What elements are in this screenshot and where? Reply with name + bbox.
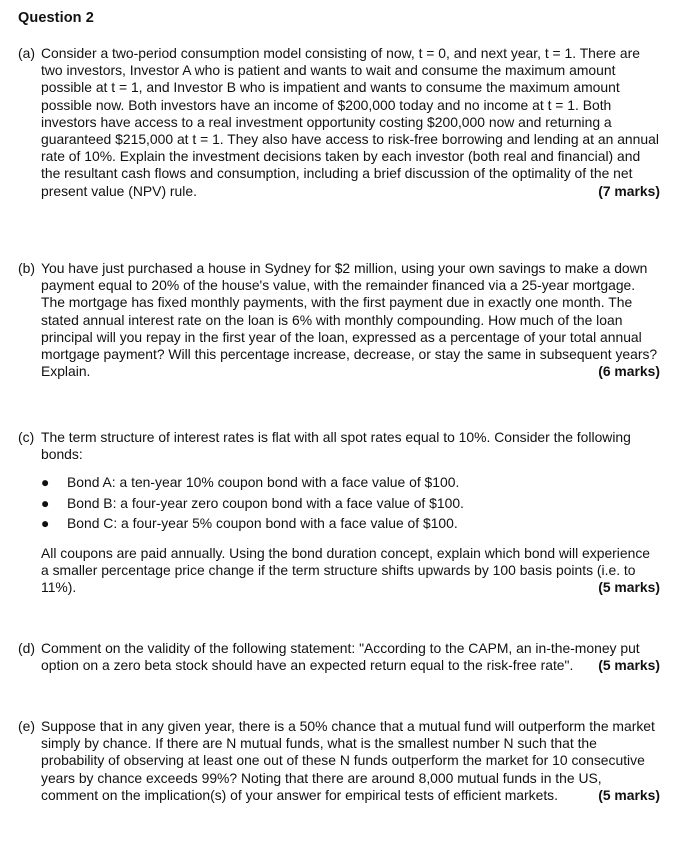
part-marks: (7 marks)	[598, 182, 660, 199]
bond-list	[41, 474, 660, 532]
question-part-d	[18, 640, 660, 674]
part-text: The term structure of interest rates is flat with all spot rates equal to 10%. Consider the following bonds:	[41, 429, 631, 463]
part-label: (e)	[18, 718, 35, 734]
list-item	[41, 515, 660, 532]
bullet-icon: ●	[41, 514, 50, 531]
part-text: Comment on the validity of the following statement: "According to the CAPM, an in-the-money put option on a zero beta stock should have an expected return equal to the risk-free rate".	[41, 640, 640, 674]
question-part-e	[18, 718, 660, 804]
bullet-icon: ●	[41, 494, 50, 511]
part-marks: (5 marks)	[598, 657, 660, 674]
part-marks: (5 marks)	[598, 579, 660, 596]
part-text: Consider a two-period consumption model consisting of now, t = 0, and next year, t = 1. There are two investors, Investor A who is patient and wants to wait and consume the maximum amount possible at t = 1, and Investor B who is impatient and wants to consume the maximum amount possible now. Both investors have an income of $200,000 today and no income at t = 1. Both investors have access to a real investment opportunity costing $200,000 now and returning a guaranteed $215,000 at t = 1. They also have access to risk-free borrowing and lending at an annual rate of 10%. Explain the investment decisions taken by each investor (both real and financial) and the resultant cash flows and consumption, including a brief discussion of the optimality of the net present value (NPV) rule.	[41, 45, 659, 199]
part-label: (a)	[18, 45, 35, 61]
part-marks: (5 marks)	[598, 786, 660, 803]
part-marks: (6 marks)	[598, 363, 660, 380]
bond-text: Bond C: a four-year 5% coupon bond with a face value of $100.	[67, 514, 458, 531]
list-item	[41, 495, 660, 512]
bond-text: Bond B: a four-year zero coupon bond with a face value of $100.	[67, 494, 464, 511]
question-part-b	[18, 260, 660, 380]
bullet-icon: ●	[41, 474, 50, 491]
part-label: (b)	[18, 260, 35, 276]
bond-text: Bond A: a ten-year 10% coupon bond with a face value of $100.	[67, 474, 460, 491]
question-part-c	[18, 429, 660, 597]
list-item	[41, 474, 660, 491]
part-text-continued: All coupons are paid annually. Using the bond duration concept, explain which bond will experience a smaller percentage price change if the term structure shifts upwards by 100 basis points (i.e. to 11%).	[41, 545, 651, 596]
part-text: You have just purchased a house in Sydney for $2 million, using your own savings to make a down payment equal to 20% of the house's value, with the remainder financed via a 25-year mortgage. The mortgage has fixed monthly payments, with the first payment due in exactly one month. The stated annual interest rate on the loan is 6% with monthly compounding. How much of the loan principal will you repay in the first year of the loan, expressed as a percentage of your total annual mortgage payment? Will this percentage increase, decrease, or stay the same in subsequent years? Explain.	[41, 260, 658, 380]
question-part-a	[18, 45, 660, 200]
part-text: Suppose that in any given year, there is a 50% chance that a mutual fund will outperform the market simply by chance. If there are N mutual funds, what is the smallest number N such that the probability of observing at least one out of these N funds outperform the market for 10 consecutive years by chance exceeds 99%? Noting that there are around 8,000 mutual funds in the US, comment on the implication(s) of your answer for empirical tests of efficient markets.	[41, 718, 655, 803]
question-heading: Question 2	[18, 10, 94, 26]
part-label: (d)	[18, 640, 35, 656]
part-label: (c)	[18, 429, 35, 445]
